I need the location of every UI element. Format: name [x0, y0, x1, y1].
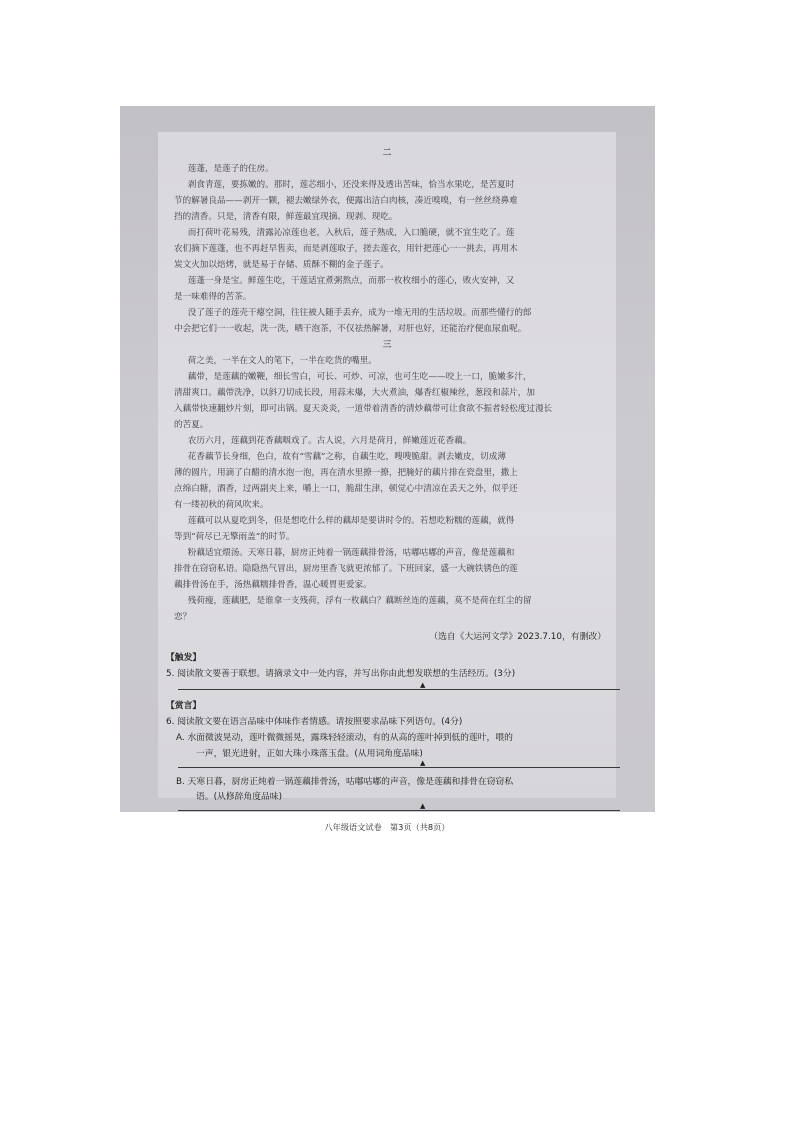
source-citation: （选自《大运河文学》2023.7.10，有删改）: [429, 632, 606, 642]
text-line: 的苦夏。: [174, 420, 209, 430]
text-line: 花香藕节长身细，色白，故有“雪藕”之称，自藕生吃，嗖嗖脆甜。剥去嫩皮，切成薄: [187, 452, 506, 462]
text-line: 节的解暑良品——剥开一颗，褪去嫩绿外衣，便露出洁白肉核，凑近嗅嗅，有一丝丝绕鼻难: [174, 196, 518, 206]
text-line: 残荷瘦，莲藕肥，是谁拿一支残荷，浮有一枚藕白？藕断丝连的莲藕，莫不是荷在红尘的留: [187, 596, 532, 606]
text-line: 点绵白糖，酒香，过两副夹上来，嚼上一口，脆甜生津，顿觉心中清凉在丢天之外，似乎还: [174, 484, 518, 494]
section-number-2: 二: [382, 148, 392, 158]
text-line: 没了莲子的莲壳干瘪空洞，往往被人随手丢弃，成为一堆无用的生活垃圾。而那些懂行的郎: [187, 308, 532, 318]
answer-marker: ▲: [420, 802, 426, 810]
question-6: 6. 阅读散文要在语言品味中体味作者情感。请按照要求品味下列语句。(4分): [166, 717, 463, 727]
text-line: 莲蓬一身是宝。鲜莲生吃，干莲适宜煮粥熬点，而那一枚枚细小的莲心，败火安神，又: [187, 276, 515, 286]
answer-line[interactable]: [178, 689, 620, 690]
answer-marker: ▲: [420, 759, 426, 767]
section-label-shangyan: 【赏言】: [166, 701, 202, 711]
answer-marker: ▲: [420, 681, 426, 689]
question-6b: 语。(从修辞角度品味): [196, 792, 283, 802]
text-line: 是一味难得的苦茶。: [174, 292, 252, 302]
section-label-chufa: 【触发】: [166, 653, 202, 663]
section-number-3: 三: [382, 340, 392, 350]
answer-line[interactable]: [178, 767, 620, 768]
text-line: 排骨在窃窃私语。隐隐热气冒出，厨房里香飞就更浓郁了。下班回家，盛一大碗铁锈色的莲: [174, 564, 518, 574]
text-line: 等到“荷尽已无擎雨盖”的时节。: [174, 532, 295, 542]
question-6b: B. 天寒日暮，厨房正炖着一锅莲藕排骨汤，咕嘟咕嘟的声音，像是莲藕和排骨在窃窃私: [176, 777, 514, 787]
text-line: 藕排骨汤在手，汤热藕糯排骨香，温心暖胃更爱家。: [174, 580, 372, 590]
page-footer: 八年级语文试卷 第3页（共8页）: [324, 822, 450, 832]
text-line: 莲藕可以从夏吃到冬，但是想吃什么样的藕却是要讲时令的。若想吃粉糯的莲藕，就得: [187, 516, 515, 526]
text-line: 荷之美，一半在文人的笔下，一半在吃货的嘴里。: [187, 356, 377, 366]
text-line: 而打荷叶花易残，清露沁凉莲也老，入秋后，莲子熟成，入口脆硬，就不宜生吃了。莲: [187, 228, 515, 238]
text-line: 有一缕初秋的荷风吹来。: [174, 500, 269, 510]
text-line: 恋？: [174, 612, 192, 622]
text-line: 农们摘下莲蓬，也不再赶早售卖，而是剥莲取子，搓去莲衣，用针把莲心一一挑去，再用木: [174, 244, 518, 254]
text-line: 清甜爽口。藕带洗净，以斜刀切成长段，用蒜末爆，大火煮油，爆香红椒辣丝，葱段和蒜片，加: [174, 388, 535, 398]
text-line: 莲蓬，是莲子的住房。: [187, 164, 274, 174]
scanned-photo: [120, 106, 655, 832]
text-line: 挡的清香。只是，清香有限，鲜莲最宜现摘、现剥、现吃。: [174, 212, 398, 222]
question-6a: 一声，银光进射，正如大珠小珠落玉盘。(从用词角度品味): [196, 749, 423, 759]
question-6a: A. 水面微波晃动，莲叶微微摇晃，露珠轻轻滚动，有的从高的莲叶掉到低的莲叶，喂的: [176, 733, 513, 743]
text-line: 粉藕适宜煨汤。天寒日暮，厨房正炖着一锅莲藕排骨汤，咕嘟咕嘟的声音，像是莲藕和: [187, 548, 515, 558]
text-line: 中会把它们一一收起，洗一洗，晒干泡茶，不仅祛热解暑，对肝也好，还能治疗便血尿血呢。: [174, 324, 527, 334]
text-line: 剥食青莲，要拣嫩的。那时，莲芯细小，还没来得及透出苦味，恰当水果吃，是苦夏时: [187, 180, 515, 190]
text-line: 入藕带快速翻炒片刻，即可出锅。夏天炎炎，一道带着清香的清炒藕带可让食欲不振者轻松度过漫长: [174, 404, 553, 414]
exam-page: [158, 132, 616, 832]
answer-line[interactable]: [178, 810, 620, 811]
question-5: 5. 阅读散文要善于联想。请摘录文中一处内容，并写出你由此想发联想的生活经历。(3分): [166, 669, 516, 679]
text-line: 农历六月，莲藕到花香藕咽戏了。古人说，六月是荷月，鲜嫩莲近花香藕。: [187, 436, 472, 446]
text-line: 炭文火加以焙烤，就是易于存储、质酥不糊的金子莲子。: [174, 260, 389, 270]
text-line: 薄的圆片，用滴了白醋的清水泡一泡，再在清水里撩一撩，把腌好的藕片排在瓷盘里，撒上: [174, 468, 518, 478]
text-line: 藕带，是莲藕的嫩鞭，细长雪白，可长、可炒、可凉，也可生吃——咬上一口，脆嫩多汁，: [187, 372, 532, 382]
